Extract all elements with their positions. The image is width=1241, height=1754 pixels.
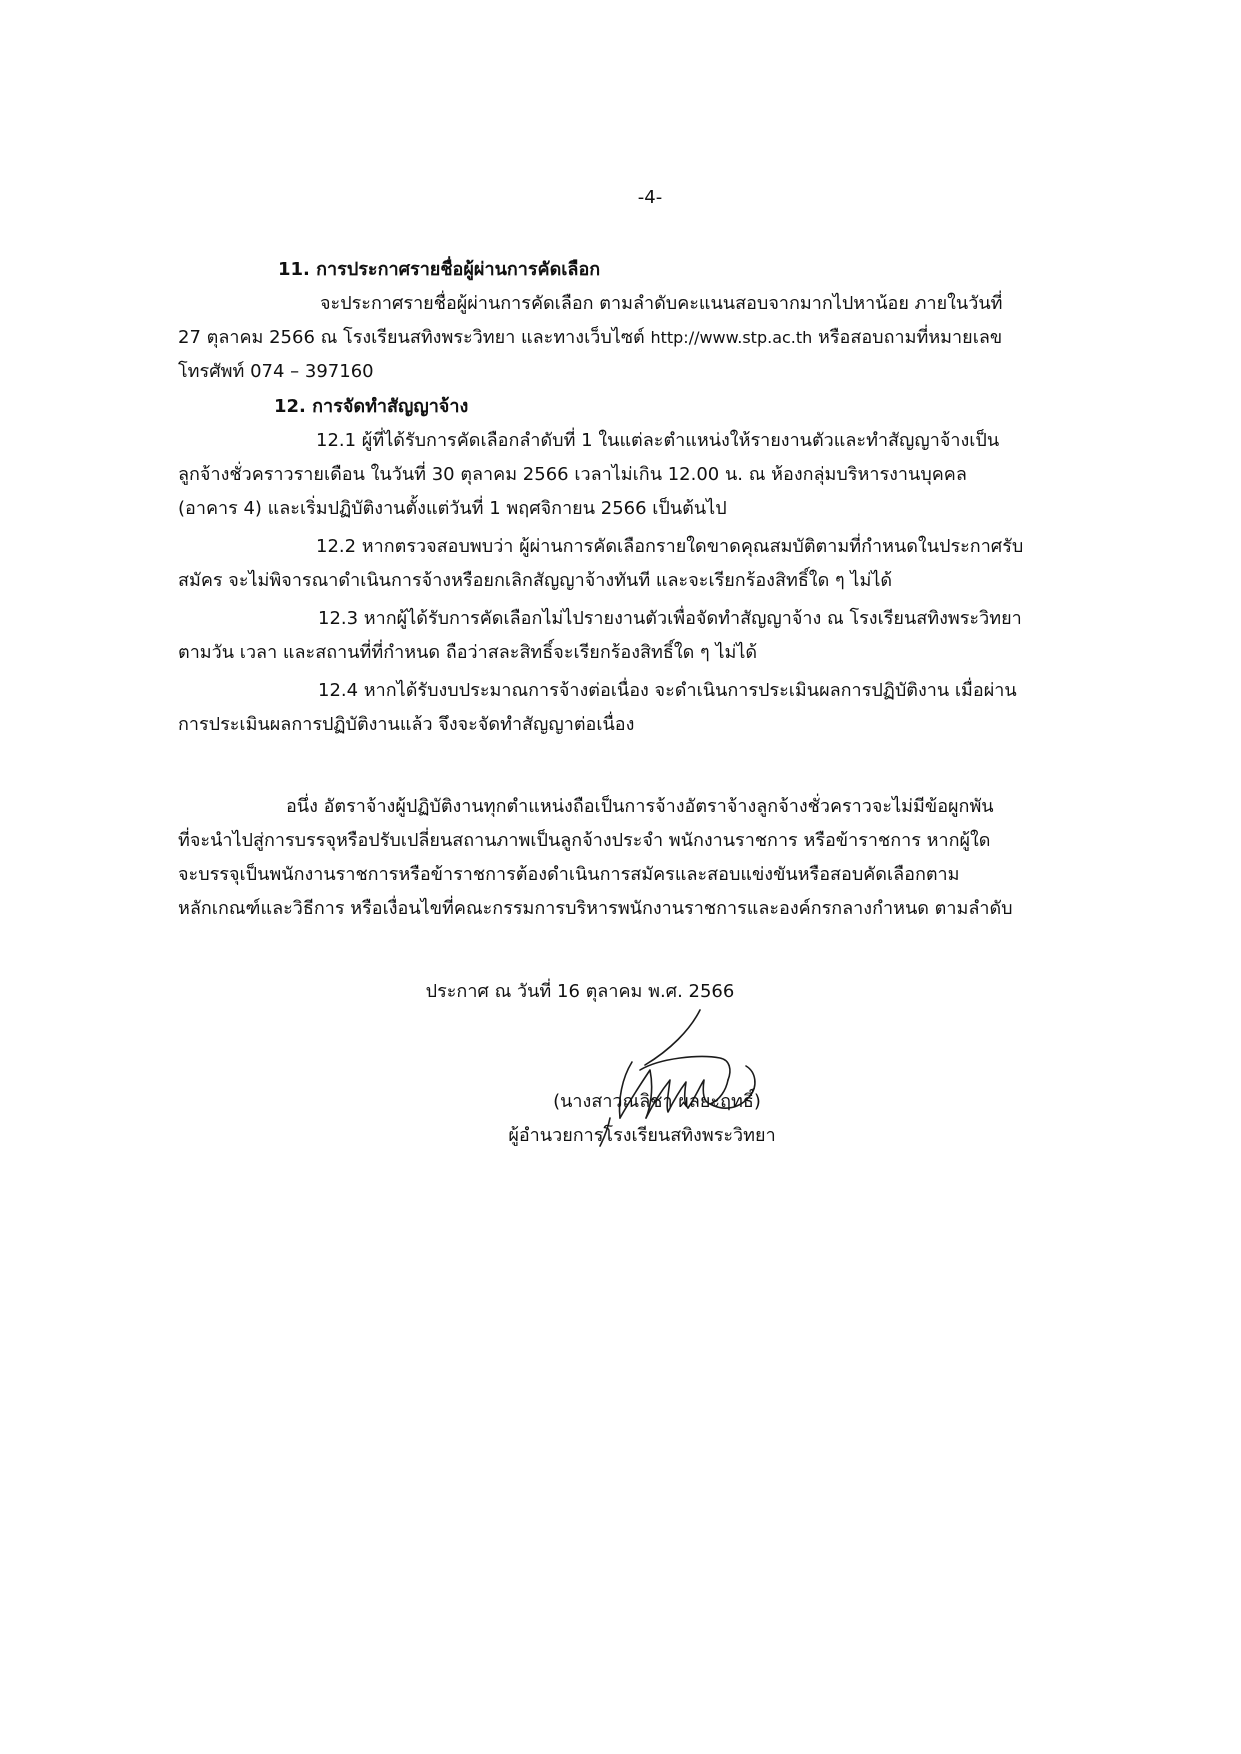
clause-12-2-line-1: 12.2 หากตรวจสอบพบว่า ผู้ผ่านการคัดเลือกรายใดขาดคุณสมบัติตามที่กำหนดในประกาศรับ: [316, 536, 1024, 557]
website-url: http://www.stp.ac.th: [650, 328, 813, 347]
section-12-heading: 12. การจัดทำสัญญาจ้าง: [274, 396, 469, 417]
section-11-line-3: โทรศัพท์ 074 – 397160: [178, 361, 374, 382]
clause-12-3-line-2: ตามวัน เวลา และสถานที่ที่กำหนด ถือว่าสละสิทธิ์จะเรียกร้องสิทธิ์ใด ๆ ไม่ได้: [178, 642, 758, 663]
clause-12-2-line-2: สมัคร จะไม่พิจารณาดำเนินการจ้างหรือยกเลิกสัญญาจ้างทันที และจะเรียกร้องสิทธิ์ใด ๆ ไม่ได้: [178, 570, 893, 591]
note-line-3: จะบรรจุเป็นพนักงานราชการหรือข้าราชการต้องดำเนินการสมัครและสอบแข่งขันหรือสอบคัดเลือกตาม: [178, 864, 960, 885]
note-line-1: อนึ่ง อัตราจ้างผู้ปฏิบัติงานทุกตำแหน่งถือเป็นการจ้างอัตราจ้างลูกจ้างชั่วคราวจะไม่มีข้อผูกพัน: [286, 796, 994, 817]
clause-12-4-line-1: 12.4 หากได้รับงบประมาณการจ้างต่อเนื่อง จะดำเนินการประเมินผลการปฏิบัติงาน เมื่อผ่าน: [318, 680, 1017, 701]
section-11-line-2: [178, 321, 1108, 355]
section-11-heading: 11. การประกาศรายชื่อผู้ผ่านการคัดเลือก: [278, 259, 601, 280]
note-paragraph: [178, 790, 1108, 926]
signer-title: ผู้อำนวยการโรงเรียนสทิงพระวิทยา: [508, 1125, 776, 1146]
section-11-line-2a: 27 ตุลาคม 2566 ณ โรงเรียนสทิงพระวิทยา และทางเว็บไซต์: [178, 327, 651, 348]
note-line-2: ที่จะนำไปสู่การบรรจุหรือปรับเปลี่ยนสถานภาพเป็นลูกจ้างประจำ พนักงานราชการ หรือข้าราชการ หากผู้ใด: [178, 830, 991, 851]
page-number: -4-: [637, 187, 663, 208]
clause-12-4-line-2: การประเมินผลการปฏิบัติงานแล้ว จึงจะจัดทำสัญญาต่อเนื่อง: [178, 714, 635, 735]
signer-name: (นางสาวณลิชา ผลยะฤทธิ์): [553, 1091, 761, 1112]
section-12: [178, 390, 1108, 742]
clause-12-1-line-1: 12.1 ผู้ที่ได้รับการคัดเลือกลำดับที่ 1 ในแต่ละตำแหน่งให้รายงานตัวและทำสัญญาจ้างเป็น: [316, 430, 1000, 451]
clause-12-3-line-1: 12.3 หากผู้ได้รับการคัดเลือกไม่ไปรายงานตัวเพื่อจัดทำสัญญาจ้าง ณ โรงเรียนสทิงพระวิทยา: [318, 608, 1022, 629]
section-11-line-2b: หรือสอบถามที่หมายเลข: [812, 327, 1003, 348]
section-11-line-1: จะประกาศรายชื่อผู้ผ่านการคัดเลือก ตามลำดับคะแนนสอบจากมากไปหาน้อย ภายในวันที่: [320, 293, 1003, 314]
note-line-4: หลักเกณฑ์และวิธีการ หรือเงื่อนไขที่คณะกรรมการบริหารพนักงานราชการและองค์กรกลางกำหนด ตามลำดับ: [178, 898, 1013, 919]
clause-12-1-line-2: ลูกจ้างชั่วคราวรายเดือน ในวันที่ 30 ตุลาคม 2566 เวลาไม่เกิน 12.00 น. ณ ห้องกลุ่มบริหารงานบุคคล: [178, 464, 967, 485]
section-11: [178, 253, 1108, 389]
announcement-date: ประกาศ ณ วันที่ 16 ตุลาคม พ.ศ. 2566: [425, 981, 735, 1002]
clause-12-1-line-3: (อาคาร 4) และเริ่มปฏิบัติงานตั้งแต่วันที่ 1 พฤศจิกายน 2566 เป็นต้นไป: [178, 498, 727, 519]
